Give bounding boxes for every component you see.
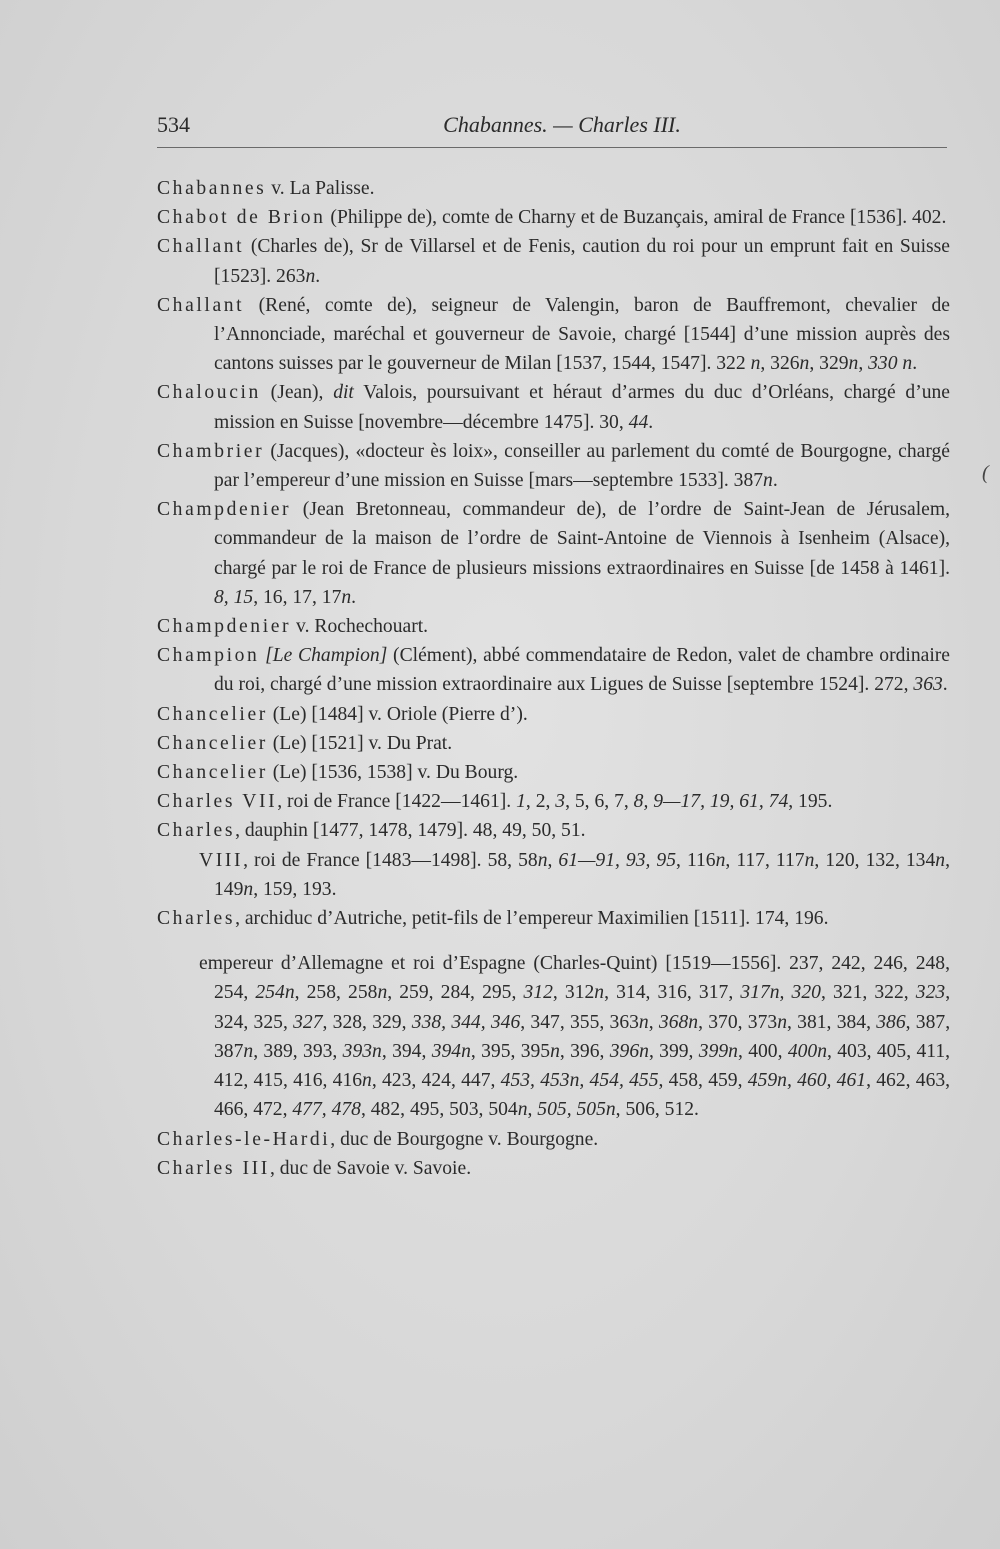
- entry-headword: Champdenier: [157, 499, 292, 521]
- entry-text: (Le) [1521] v. Du Prat.: [267, 732, 453, 754]
- index-entry: [157, 378, 950, 436]
- entry-headword: Charles: [157, 820, 236, 842]
- entry-text: , duc de Savoie v. Savoie.: [269, 1157, 472, 1179]
- entry-text: , 120, 132, 134: [814, 849, 936, 871]
- entry-text: , 312: [552, 982, 595, 1004]
- header-rule: [157, 147, 947, 148]
- entry-text: , 16, 17, 17: [253, 586, 342, 608]
- entry-text: , 324, 325,: [214, 982, 951, 1033]
- page-number: 534: [157, 112, 190, 137]
- entry-text: , 159, 193.: [253, 878, 337, 900]
- entry-ref: 477, 478: [292, 1099, 361, 1121]
- entry-ref: n: [638, 1011, 649, 1033]
- entry-text: , roi de France [1483—1498]. 58, 58: [243, 849, 538, 871]
- entry-headword: VIII: [199, 849, 244, 871]
- entry-ref: n: [537, 849, 548, 871]
- entry-ref: n: [594, 982, 605, 1004]
- entry-text: , 458, 459,: [658, 1070, 748, 1092]
- entry-ref: 61—91, 93, 95: [558, 849, 677, 871]
- index-entry: [157, 904, 950, 933]
- entry-headword: Chabot de Brion: [157, 207, 326, 229]
- entry-text: , 195.: [788, 791, 833, 813]
- entry-ref: 400n: [787, 1040, 827, 1062]
- entry-text: (Jacques), «docteur ès loix», conseiller au parlement du comté de Bourgogne, chargé par l’empereur d’une mission en Suisse [mars—septembre 1533]. 387: [214, 440, 950, 492]
- entry-ref: n: [243, 878, 254, 900]
- entry-text: .: [315, 265, 321, 287]
- entry-text: .: [912, 353, 918, 375]
- entry-alt-name: [Le Champion]: [265, 645, 388, 667]
- entry-text: ,: [527, 1099, 538, 1121]
- entry-headword: Champdenier: [157, 616, 292, 638]
- entry-ref: 368n: [658, 1011, 699, 1033]
- entry-text: , 328, 329,: [322, 1011, 412, 1033]
- entry-text: .: [648, 411, 654, 433]
- entry-ref: 312: [523, 982, 553, 1004]
- entry-ref: 394n: [431, 1040, 471, 1062]
- entry-ref: 393n: [342, 1040, 382, 1062]
- entry-headword: Challant: [157, 236, 245, 258]
- entry-text: (Jean),: [260, 382, 334, 404]
- entry-text: , 314, 316, 317,: [604, 982, 741, 1004]
- entry-ref: 399n: [698, 1040, 738, 1062]
- entry-text: , 394,: [381, 1040, 432, 1062]
- entry-text: , 149: [214, 849, 950, 900]
- entry-text: ,: [858, 353, 869, 375]
- entry-ref: 1: [516, 791, 526, 813]
- index-entry: [157, 174, 950, 203]
- entry-headword: Chambrier: [157, 440, 265, 462]
- entry-ref: 459n, 460, 461: [747, 1070, 867, 1092]
- index-entry: [157, 1154, 950, 1183]
- entry-ref: n: [550, 1040, 560, 1062]
- entry-text: ,: [547, 849, 559, 871]
- entry-ref: n: [848, 353, 859, 375]
- entry-headword: Chancelier: [157, 703, 268, 725]
- entry-headword: Chancelier: [157, 762, 268, 784]
- entry-text: , roi de France [1422—1461].: [277, 791, 517, 813]
- index-entries: [157, 174, 950, 1183]
- entry-text: , 258, 258: [294, 982, 378, 1004]
- entry-headword: Champion: [157, 645, 260, 667]
- entry-ref: 3: [555, 791, 566, 813]
- entry-text: , 396,: [559, 1040, 610, 1062]
- entry-text: , 482, 495, 503, 504: [360, 1099, 518, 1121]
- entry-headword: Chaloucin: [157, 382, 261, 404]
- entry-ref: n: [804, 849, 815, 871]
- entry-text: ,: [648, 1011, 659, 1033]
- entry-ref: dit: [333, 382, 354, 404]
- entry-text: , 117, 117: [725, 849, 805, 871]
- running-title: Chabannes. — Charles III.: [443, 112, 681, 137]
- entry-headword: Charles VII: [157, 791, 278, 813]
- entry-text: , 423, 424, 447,: [371, 1070, 501, 1092]
- entry-text: , 329: [809, 353, 849, 375]
- index-subentry: [157, 949, 950, 1124]
- entry-text: , 370, 373: [698, 1011, 778, 1033]
- entry-text: .: [942, 674, 948, 696]
- entry-text: , 506, 512.: [615, 1099, 699, 1121]
- entry-ref: 317n, 320: [740, 982, 821, 1004]
- entry-ref: 363: [913, 674, 943, 696]
- entry-text: , 5, 6, 7,: [565, 791, 634, 813]
- entry-ref: n: [750, 353, 761, 375]
- index-entry: [157, 700, 950, 729]
- entry-headword: Challant: [157, 294, 245, 316]
- index-entry: [157, 291, 950, 379]
- entry-ref: n: [935, 849, 946, 871]
- page-header: [157, 112, 947, 142]
- entry-ref: n: [715, 849, 726, 871]
- entry-text: , 400,: [737, 1040, 788, 1062]
- entry-text: .: [351, 586, 357, 608]
- index-entry: [157, 495, 950, 612]
- index-subentry: [157, 846, 950, 904]
- index-entry: [157, 641, 950, 699]
- entry-ref: 327: [293, 1011, 323, 1033]
- entry-text: empereur d’Allemagne et roi d’Espagne (Charles-Quint) [1519—1556]. 237, 242, 246, 248, 254,: [199, 953, 950, 1004]
- entry-text: , 403, 405, 411, 412, 415, 416, 416: [214, 1040, 951, 1092]
- margin-mark: (: [982, 462, 989, 484]
- index-entry: [157, 787, 950, 816]
- entry-ref: 338, 344, 346: [411, 1011, 521, 1033]
- entry-text: (René, comte de), seigneur de Valengin, baron de Bauffremont, chevalier de l’Annonciade, maréchal et gouverneur de Savoie, chargé [1544] d’une mission auprès des cantons suisses par le gouverneur de Milan [1537, 1544, 1547]. 322: [214, 294, 950, 375]
- entry-text: , 259, 284, 295,: [387, 982, 524, 1004]
- entry-text: , 116: [676, 849, 716, 871]
- entry-text: (Le) [1484] v. Oriole (Pierre d’).: [267, 703, 528, 725]
- entry-text: (Le) [1536, 1538] v. Du Bourg.: [267, 762, 519, 784]
- entry-ref: 8, 15: [214, 586, 254, 608]
- entry-ref: n: [777, 1011, 787, 1033]
- entry-text: Valois, poursuivant et héraut d’armes du duc d’Orléans, chargé d’une mission en Suisse [novembre—décembre 1475]. 30,: [214, 382, 951, 433]
- entry-text: , archiduc d’Autriche, petit-fils de l’empereur Maximilien [1511]. 174, 196.: [235, 908, 829, 930]
- index-entry: [157, 232, 950, 290]
- index-entry: [157, 729, 950, 758]
- entry-text: (Jean Bretonneau, commandeur de), de l’ordre de Saint-Jean de Jérusalem, commandeur de la maison de l’ordre de Saint-Antoine de Viennois à Isenheim (Alsace), chargé par le roi de France de plusieurs missions extraordinaires en Suisse [de 1458 à 1461].: [214, 499, 950, 579]
- entry-text: , 462, 463, 466, 472,: [214, 1070, 951, 1121]
- entry-ref: n: [362, 1070, 372, 1092]
- entry-text: , 389, 393,: [253, 1040, 343, 1062]
- entry-text: , 381, 384,: [786, 1011, 877, 1033]
- entry-ref: n: [517, 1099, 528, 1121]
- index-entry: [157, 1125, 950, 1154]
- entry-text: , 321, 322,: [820, 982, 916, 1004]
- entry-ref: 323: [915, 982, 946, 1004]
- entry-ref: 254n: [255, 982, 295, 1004]
- entry-text: v. La Palisse.: [266, 178, 375, 199]
- entry-ref: n: [341, 586, 352, 608]
- entry-ref: n: [799, 353, 810, 375]
- entry-text: , 326: [760, 353, 800, 375]
- entry-ref: 44: [628, 411, 649, 433]
- entry-ref: n: [243, 1040, 254, 1062]
- index-entry: [157, 816, 950, 845]
- entry-ref: 396n: [609, 1040, 649, 1062]
- entry-text: , 387, 387: [214, 1011, 951, 1062]
- index-entry: [157, 758, 950, 787]
- entry-text: .: [772, 470, 778, 492]
- entry-ref: n: [305, 265, 316, 287]
- entry-ref: n: [377, 982, 388, 1004]
- entry-text: v. Rochechouart.: [291, 616, 429, 638]
- entry-text: (Clément), abbé commendataire de Redon, valet de chambre ordinaire du roi, chargé d’une mission extraordinaire aux Ligues de Suisse [septembre 1524]. 272,: [214, 645, 951, 696]
- entry-text: (Charles de), Sr de Villarsel et de Fenis, caution du roi pour un emprunt fait en Suisse [1523]. 263: [214, 236, 950, 287]
- entry-headword: Charles III: [157, 1157, 270, 1179]
- entry-text: (Philippe de), comte de Charny et de Buzançais, amiral de France [1536]. 402.: [325, 207, 947, 229]
- entry-headword: Chancelier: [157, 732, 268, 754]
- entry-text: , 395, 395: [470, 1040, 551, 1062]
- index-entry: [157, 203, 950, 232]
- entry-ref: 8, 9—17, 19, 61, 74: [633, 791, 789, 813]
- entry-headword: Charles: [157, 908, 236, 930]
- entry-ref: 330 n: [868, 353, 913, 375]
- index-entry: [157, 437, 950, 495]
- entry-ref: n: [763, 470, 773, 492]
- entry-text: , 347, 355, 363: [520, 1011, 639, 1033]
- entry-text: , dauphin [1477, 1478, 1479]. 48, 49, 50, 51.: [235, 820, 586, 842]
- entry-headword: Chabannes: [157, 178, 267, 199]
- entry-text: , 399,: [648, 1040, 699, 1062]
- entry-ref: 505, 505n: [537, 1099, 616, 1121]
- entry-text: , 2,: [525, 791, 556, 813]
- entry-text: , duc de Bourgogne v. Bourgogne.: [330, 1128, 599, 1150]
- entry-ref: 453, 453n, 454, 455: [500, 1070, 659, 1092]
- entry-ref: 386: [876, 1011, 906, 1033]
- index-entry: [157, 612, 950, 641]
- entry-headword: Charles-le-Hardi: [157, 1128, 331, 1150]
